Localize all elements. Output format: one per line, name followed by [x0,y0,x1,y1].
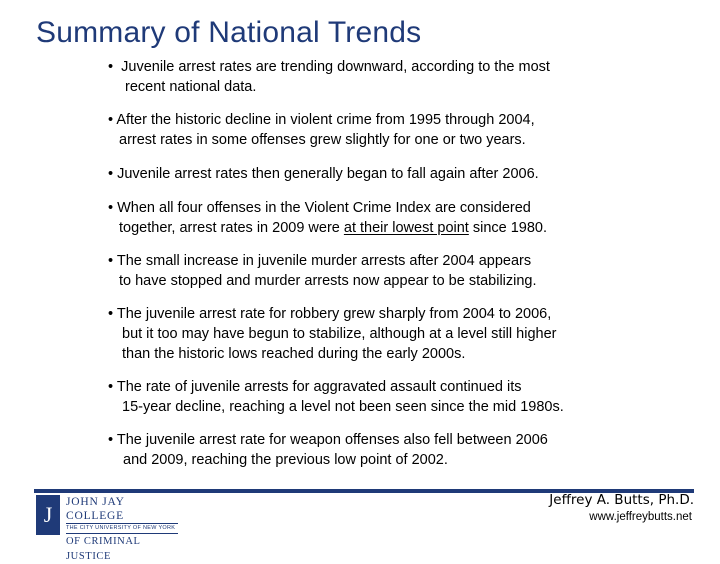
bullet-symbol: • [108,379,114,395]
bullet-item [108,430,648,470]
bullet-line: recent national data. [125,79,257,95]
bullet-item [108,198,648,238]
bullet-line: but it too may have begun to stabilize, although at a level still higher [122,326,557,342]
bullet-item [108,304,648,364]
bullet-symbol: • [108,432,114,448]
bullet-item [108,110,648,150]
bullet-symbol: • [108,253,114,269]
bullet-line: • When all four offenses in the Violent Crime Index are considered [108,200,531,216]
bullet-line: • The rate of juvenile arrests for aggravated assault continued its [108,379,522,395]
bullet-symbol: • [108,166,114,182]
bullet-item [108,377,648,417]
emphasis-underline: at their lowest point [343,220,469,236]
slide-title: Summary of National Trends [36,16,422,49]
logo-line-3: OF CRIMINAL JUSTICE [66,536,141,562]
bullet-line: and 2009, reaching the previous low point of 2002. [123,452,448,468]
bullet-line: to have stopped and murder arrests now appear to be stabilizing. [119,273,537,289]
bullet-item [108,164,648,184]
logo-line-1: JOHN JAY COLLEGE [66,496,125,522]
logo-mark-icon: J [36,495,60,535]
bullet-symbol: • [108,200,114,216]
bullet-line: arrest rates in some offenses grew slightly for one or two years. [119,132,526,148]
logo-text [66,495,178,564]
bullet-symbol: • [108,112,114,128]
bullet-line: • Juvenile arrest rates then generally began to fall again after 2006. [108,166,539,182]
bullet-line: • After the historic decline in violent crime from 1995 through 2004, [108,112,535,128]
bullet-line: together, arrest rates in 2009 were at their lowest point since 1980. [119,220,548,236]
bullet-line: • The juvenile arrest rate for weapon offenses also fell between 2006 [108,432,548,448]
bullet-line: • Juvenile arrest rates are trending downward, according to the most [108,59,550,75]
college-logo [36,495,176,562]
website-url: www.jeffreybutts.net [589,511,692,523]
bullet-line: • The small increase in juvenile murder arrests after 2004 appears [108,253,532,269]
author-name: Jeffrey A. Butts, Ph.D. [549,492,694,508]
bullet-item [108,57,648,97]
bullet-line: • The juvenile arrest rate for robbery grew sharply from 2004 to 2006, [108,306,552,322]
bullet-symbol: • [108,306,114,322]
bullet-line: 15-year decline, reaching a level not been seen since the mid 1980s. [122,399,564,415]
bullet-item [108,251,648,291]
bullet-line: than the historic lows reached during the early 2000s. [122,346,466,362]
logo-line-2: THE CITY UNIVERSITY OF NEW YORK [66,523,178,534]
bullet-symbol: • [108,59,114,75]
